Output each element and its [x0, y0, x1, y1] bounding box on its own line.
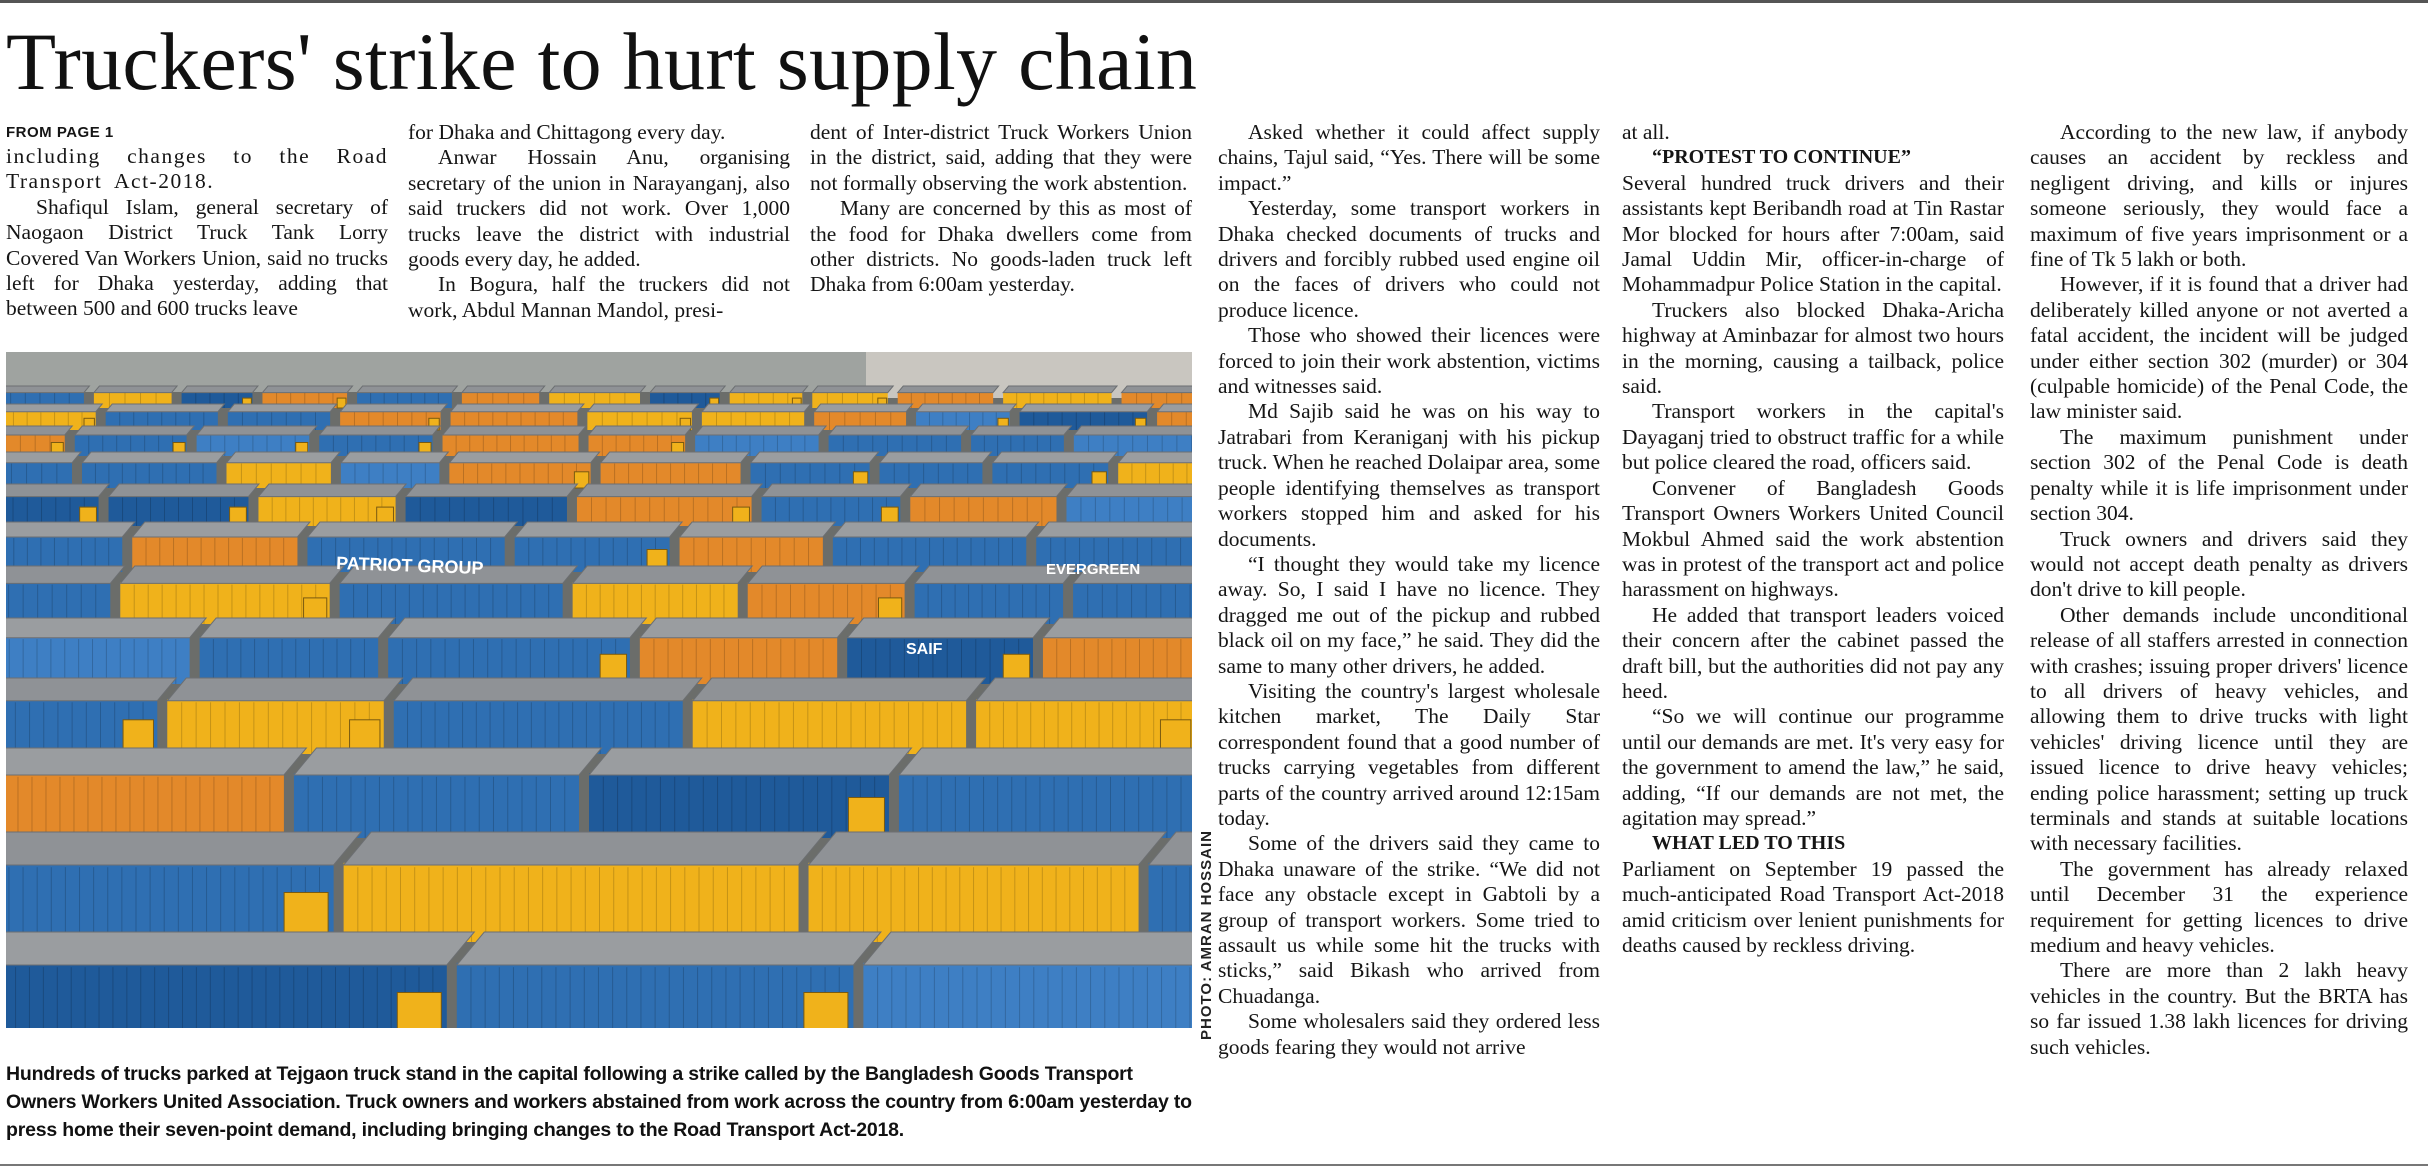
- paragraph: Parliament on September 19 passed the much-anticipated Road Transport Act-2018 amid criticism over lenient punishments for deaths caused by reckless driving.: [1622, 856, 2004, 957]
- photo-credit-text: PHOTO: AMRAN HOSSAIN: [1198, 829, 1215, 1040]
- paragraph: There are more than 2 lakh heavy vehicles in the country. But the BRTA has so far issued 1.38 lakh licences for driving such vehicles.: [2030, 958, 2408, 1059]
- paragraph: Transport workers in the capital's Dayaganj tried to obstruct traffic for a while but police cleared the road, officers said.: [1622, 399, 2004, 475]
- paragraph: The government has already relaxed until December 31 the experience requirement for getting licences to drive medium and heavy vehicles.: [2030, 856, 2408, 957]
- continued-from-label: FROM PAGE 1: [6, 124, 114, 141]
- photo-sign: PATRIOT GROUP: [335, 553, 484, 579]
- column-4: [1218, 120, 1600, 1060]
- paragraph: Anwar Hossain Anu, organising secretary of the union in Narayanganj, also said truckers did not work. Over 1,000 trucks leave the district with industrial goods every day, he added.: [408, 145, 790, 272]
- paragraph: including changes to the Road Transport Act-2018.: [6, 144, 388, 194]
- paragraph: Yesterday, some transport workers in Dhaka checked documents of trucks and drivers and forcibly rubbed used engine oil on the faces of drivers who could not produce licence.: [1218, 196, 1600, 322]
- subheading: “PROTEST TO CONTINUE”: [1652, 146, 1911, 169]
- paragraph: at all.: [1622, 120, 1670, 144]
- column-3: [810, 120, 1192, 298]
- top-rule: [0, 0, 2428, 3]
- trucks-photo: [6, 352, 1192, 1028]
- paragraph: Other demands include unconditional release of all staffers arrested in connection with crashes; issuing proper drivers' licence to all drivers of heavy vehicles, and allowing them to drive trucks with light vehicles' driving licence until they are issued licence to drive heavy vehicles; ending police harassment; setting up truck terminals and stands at suitable locations with necessary facilities.: [2030, 602, 2408, 856]
- paragraph: Those who showed their licences were forced to join their work abstention, victims and witnesses said.: [1218, 323, 1600, 399]
- bottom-rule: [0, 1164, 2428, 1166]
- paragraph: Many are concerned by this as most of the food for Dhaka dwellers come from other districts. No goods-laden truck left Dhaka from 6:00am yesterday.: [810, 196, 1192, 297]
- paragraph: In Bogura, half the truckers did not work, Abdul Mannan Mandol, presi-: [408, 272, 790, 322]
- paragraph: However, if it is found that a driver had deliberately killed anyone or not averted a fatal accident, the incident will be judged under either section 302 (murder) or 304 (culpable homicide) of the Penal Code, the law minister said.: [2030, 272, 2408, 424]
- photo-sign: SAIF: [906, 641, 943, 658]
- column-1: [6, 144, 388, 322]
- paragraph: “So we will continue our programme until our demands are met. It's very easy for the government to amend the law,” he said, adding, “If our demands are not met, the agitation may spread.”: [1622, 704, 2004, 830]
- paragraph: Md Sajib said he was on his way to Jatrabari from Keraniganj with his pickup truck. When he reached Dolaipar area, some people identifying themselves as transport workers stopped him and asked for his documents.: [1218, 399, 1600, 551]
- headline: Truckers' strike to hurt supply chain: [6, 16, 1198, 107]
- paragraph: Several hundred truck drivers and their assistants kept Beribandh road at Tin Rastar Mor blocked for hours after 7:00am, said Jamal Uddin Mir, officer-in-charge of Mohammadpur Police Station in the capital.: [1622, 170, 2004, 297]
- paragraph: The maximum punishment under section 302 of the Penal Code is death penalty while it is life imprisonment under section 304.: [2030, 424, 2408, 526]
- paragraph: Convener of Bangladesh Goods Transport Owners Workers United Council Mokbul Ahmed said the work abstention was in protest of the transport act and police harassment on highways.: [1622, 475, 2004, 602]
- paragraph: Some wholesalers said they ordered less goods fearing they would not arrive: [1218, 1009, 1600, 1059]
- paragraph: Shafiqul Islam, general secretary of Naogaon District Truck Tank Lorry Covered Van Workers Union, said no trucks left for Dhaka yesterday, adding that between 500 and 600 trucks leave: [6, 194, 388, 321]
- paragraph: He added that transport leaders voiced their concern after the cabinet passed the draft bill, but the authorities did not pay any heed.: [1622, 602, 2004, 703]
- trucks-photo-illustration: [6, 352, 1192, 1028]
- paragraph: Some of the drivers said they came to Dhaka unaware of the strike. “We did not face any obstacle except in Gabtoli by a group of transport workers. Some tried to assault us while some hit the trucks with sticks,” said Bikash who arrived from Chuadanga.: [1218, 831, 1600, 1008]
- paragraph: “I thought they would take my licence away. So, I said I have no licence. They dragged me out of the pickup and rubbed black oil on my face,” he said. They did the same to many other drivers, he added.: [1218, 551, 1600, 678]
- paragraph: for Dhaka and Chittagong every day.: [408, 120, 726, 144]
- photo-caption: Hundreds of trucks parked at Tejgaon truck stand in the capital following a strike called by the Bangladesh Goods Transport Owners Workers United Association. Truck owners and workers abstained from work across the country from 6:00am yesterday to press home their seven-point demand, including bringing changes to the Road Transport Act-2018.: [6, 1063, 1192, 1141]
- paragraph: Truckers also blocked Dhaka-Aricha highway at Aminbazar for almost two hours in the morning, causing a tailback, police said.: [1622, 297, 2004, 399]
- paragraph: Visiting the country's largest wholesale kitchen market, The Daily Star correspondent found that a good number of trucks carrying vegetables from different parts of the country arrived around 12:15am today.: [1218, 678, 1600, 830]
- subheading: WHAT LED TO THIS: [1652, 832, 1846, 855]
- column-6: [2030, 120, 2408, 1060]
- photo-sign: EVERGREEN: [1046, 561, 1141, 578]
- paragraph: dent of Inter-district Truck Workers Union in the district, said, adding that they were not formally observing the work abstention.: [810, 120, 1192, 195]
- paragraph: According to the new law, if anybody causes an accident by reckless and negligent driving, and kills or injures someone seriously, they would face a maximum of five years imprisonment or a fine of Tk 5 lakh or both.: [2030, 120, 2408, 272]
- paragraph: Truck owners and drivers said they would not accept death penalty as drivers don't drive to kill people.: [2030, 526, 2408, 602]
- column-5: [1622, 120, 2004, 958]
- paragraph: Asked whether it could affect supply chains, Tajul said, “Yes. There will be some impact.”: [1218, 120, 1600, 195]
- column-2: [408, 120, 790, 323]
